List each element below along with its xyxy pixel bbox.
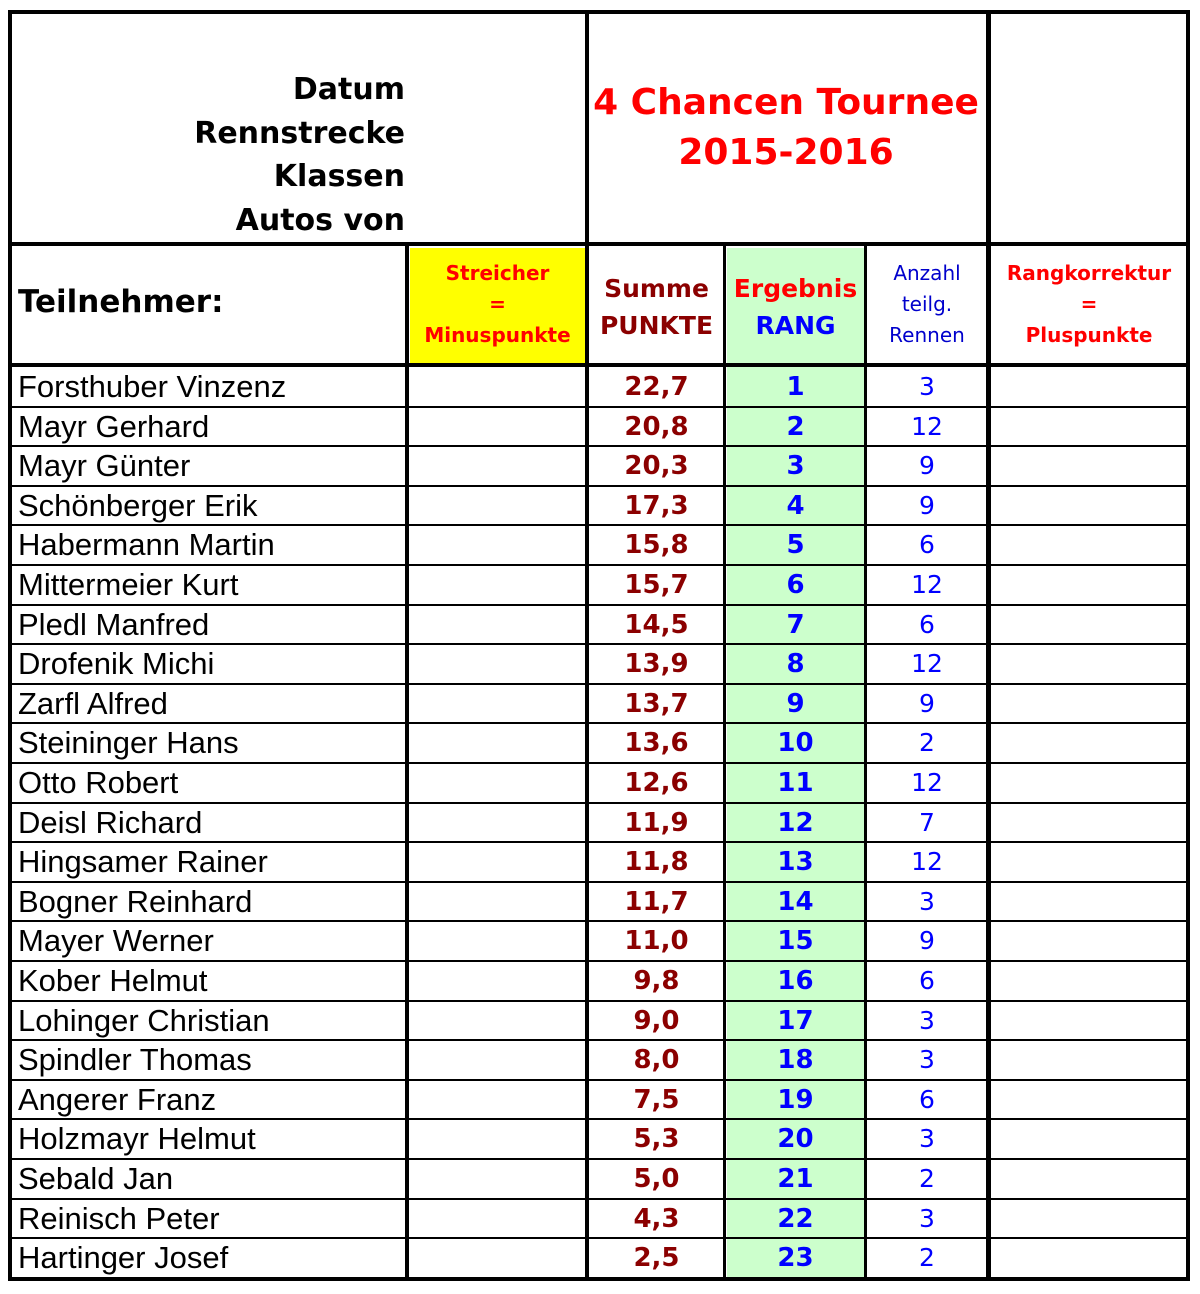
row-divider — [12, 604, 1186, 606]
table-row — [12, 803, 1186, 843]
rang-value: 21 — [777, 1164, 814, 1194]
anzahl-rennen-value: 9 — [919, 490, 935, 520]
anzahl-rennen-value: 9 — [919, 451, 935, 481]
summe-punkte-value: 15,7 — [624, 570, 689, 600]
participant-name: Reinisch Peter — [18, 1200, 220, 1236]
summe-line-2: PUNKTE — [599, 311, 714, 340]
participant-name: Mayr Günter — [18, 448, 191, 484]
anzahl-rennen-value: 3 — [919, 1124, 935, 1154]
summe-line-1: Summe — [604, 274, 709, 303]
column-header-rangkorrektur — [992, 258, 1186, 351]
row-divider — [12, 445, 1186, 447]
column-header-summe — [590, 270, 723, 344]
participant-name: Mayr Gerhard — [18, 408, 210, 444]
anzahl-rennen-value: 3 — [919, 886, 935, 916]
rang-value: 17 — [777, 1005, 814, 1036]
summe-punkte-value: 11,7 — [624, 886, 689, 917]
divider-summe — [723, 246, 726, 1277]
table-row — [12, 605, 1186, 645]
participant-name: Bogner Reinhard — [18, 883, 253, 919]
table-row — [12, 1238, 1186, 1278]
participant-name: Pledl Manfred — [18, 606, 210, 642]
summe-punkte-value: 20,3 — [624, 451, 689, 482]
streicher-line-2: = — [489, 292, 506, 316]
results-sheet — [8, 10, 1190, 1281]
table-row — [12, 763, 1186, 803]
summe-punkte-value: 14,5 — [624, 609, 689, 640]
column-header-ergebnis — [727, 248, 864, 363]
table-row — [12, 1001, 1186, 1041]
summe-punkte-value: 7,5 — [633, 1084, 680, 1115]
participant-name: Spindler Thomas — [18, 1042, 252, 1078]
rang-value: 3 — [786, 451, 805, 482]
summe-punkte-value: 11,9 — [624, 807, 689, 838]
rang-value: 16 — [777, 966, 814, 996]
title-line-2: 2015-2016 — [678, 132, 894, 173]
participant-name: Sebald Jan — [18, 1161, 174, 1196]
anzahl-rennen-value: 9 — [919, 926, 935, 956]
anzahl-rennen-value: 12 — [911, 570, 943, 599]
summe-punkte-value: 9,8 — [633, 966, 680, 996]
participant-name: Drofenik Michi — [18, 646, 215, 682]
streicher-line-1: Streicher — [445, 261, 550, 285]
rang-value: 10 — [777, 728, 814, 759]
rang-value: 18 — [777, 1045, 814, 1076]
rang-value: 6 — [786, 570, 805, 600]
rang-value: 8 — [786, 649, 805, 680]
row-divider — [12, 722, 1186, 724]
label-rennstrecke: Rennstrecke — [194, 116, 405, 151]
row-divider — [12, 1158, 1186, 1160]
column-header-teilnehmer: Teilnehmer: — [18, 284, 224, 320]
label-klassen: Klassen — [273, 159, 405, 194]
column-header-divider — [12, 363, 1186, 367]
anzahl-rennen-value: 2 — [919, 1164, 935, 1193]
table-row — [12, 1199, 1186, 1239]
ergebnis-line-2: RANG — [755, 311, 836, 340]
summe-punkte-value: 17,3 — [624, 490, 689, 521]
divider-streicher — [585, 14, 589, 1277]
column-header-streicher — [410, 248, 585, 363]
label-autos-von: Autos von — [235, 203, 405, 238]
anzahl-rennen-value: 6 — [919, 966, 935, 995]
participant-name: Habermann Martin — [18, 527, 275, 563]
anzahl-rennen-value: 2 — [919, 1243, 935, 1273]
rang-value: 5 — [786, 530, 805, 561]
participant-name: Otto Robert — [18, 765, 179, 800]
rang-value: 13 — [777, 847, 814, 878]
participant-name: Schönberger Erik — [18, 487, 258, 523]
label-datum: Datum — [292, 72, 405, 107]
streicher-line-3: Minuspunkte — [424, 323, 571, 347]
anzahl-rennen-value: 3 — [919, 372, 935, 401]
column-header-anzahl — [868, 258, 986, 351]
participant-name: Lohinger Christian — [18, 1002, 270, 1038]
divider-ergebnis — [864, 246, 867, 1277]
participant-name: Kober Helmut — [18, 963, 208, 998]
summe-punkte-value: 8,0 — [633, 1045, 680, 1076]
rang-value: 4 — [786, 490, 805, 521]
table-row — [12, 644, 1186, 684]
row-divider — [12, 1237, 1186, 1239]
table-row — [12, 1040, 1186, 1080]
row-divider — [12, 1079, 1186, 1081]
participant-name: Zarfl Alfred — [18, 685, 168, 721]
rangkorrektur-line-2: = — [1080, 292, 1098, 316]
anzahl-rennen-value: 6 — [919, 609, 935, 639]
participant-name: Forsthuber Vinzenz — [18, 369, 287, 404]
rang-value: 11 — [777, 768, 814, 798]
table-row — [12, 1159, 1186, 1199]
rang-value: 9 — [786, 688, 805, 719]
row-divider — [12, 1000, 1186, 1002]
summe-punkte-value: 5,3 — [633, 1124, 680, 1155]
anzahl-rennen-value: 12 — [911, 411, 943, 441]
table-row — [12, 407, 1186, 447]
participant-name: Angerer Franz — [18, 1081, 217, 1117]
anzahl-rennen-value: 3 — [919, 1005, 935, 1035]
rang-value: 19 — [777, 1084, 814, 1115]
anzahl-rennen-value: 9 — [919, 688, 935, 718]
anzahl-line-3: Rennen — [889, 323, 965, 347]
event-info-block — [12, 14, 405, 244]
table-row — [12, 525, 1186, 565]
participant-name: Mittermeier Kurt — [18, 567, 239, 602]
divider-anzahl — [986, 14, 991, 1277]
participant-name: Mayer Werner — [18, 923, 214, 959]
row-divider — [12, 1118, 1186, 1120]
rang-value: 1 — [786, 372, 805, 402]
table-row — [12, 486, 1186, 526]
rang-value: 14 — [777, 886, 814, 917]
summe-punkte-value: 13,9 — [624, 649, 689, 680]
rang-value: 12 — [777, 807, 814, 838]
table-row — [12, 1119, 1186, 1159]
summe-punkte-value: 15,8 — [624, 530, 689, 561]
table-row — [12, 842, 1186, 882]
summe-punkte-value: 11,0 — [624, 926, 689, 957]
rang-value: 20 — [777, 1124, 814, 1155]
rang-value: 22 — [777, 1203, 814, 1234]
anzahl-rennen-value: 12 — [911, 649, 943, 679]
row-divider — [12, 802, 1186, 804]
summe-punkte-value: 4,3 — [633, 1203, 680, 1234]
rangkorrektur-line-1: Rangkorrektur — [1006, 261, 1172, 285]
summe-punkte-value: 5,0 — [633, 1164, 680, 1194]
summe-punkte-value: 13,6 — [624, 728, 689, 759]
row-divider — [12, 762, 1186, 764]
table-row — [12, 921, 1186, 961]
row-divider — [12, 841, 1186, 843]
anzahl-rennen-value: 6 — [919, 1084, 935, 1114]
rangkorrektur-line-3: Pluspunkte — [1025, 323, 1153, 347]
divider-name — [405, 246, 409, 1277]
summe-punkte-value: 2,5 — [633, 1243, 680, 1274]
anzahl-rennen-value: 6 — [919, 530, 935, 560]
row-divider — [12, 1039, 1186, 1041]
table-row — [12, 723, 1186, 763]
title-line-1: 4 Chancen Tournee — [593, 82, 979, 123]
row-divider — [12, 643, 1186, 645]
anzahl-line-2: teilg. — [901, 292, 953, 316]
row-divider — [12, 406, 1186, 408]
participant-name: Deisl Richard — [18, 804, 203, 840]
row-divider — [12, 683, 1186, 685]
summe-punkte-value: 20,8 — [624, 411, 689, 442]
summe-punkte-value: 22,7 — [624, 372, 689, 402]
participant-name: Hingsamer Rainer — [18, 844, 268, 880]
rang-value: 23 — [777, 1243, 814, 1274]
tournament-title — [586, 78, 986, 188]
summe-punkte-value: 11,8 — [624, 847, 689, 878]
anzahl-rennen-value: 3 — [919, 1045, 935, 1075]
anzahl-line-1: Anzahl — [893, 261, 961, 285]
table-row — [12, 882, 1186, 922]
row-divider — [12, 524, 1186, 526]
table-row — [12, 565, 1186, 605]
rang-value: 7 — [786, 609, 805, 640]
row-divider — [12, 564, 1186, 566]
row-divider — [12, 485, 1186, 487]
anzahl-rennen-value: 12 — [911, 768, 943, 797]
row-divider — [12, 1198, 1186, 1200]
table-row — [12, 367, 1186, 407]
table-row — [12, 684, 1186, 724]
ergebnis-line-1: Ergebnis — [733, 274, 858, 303]
row-divider — [12, 920, 1186, 922]
anzahl-rennen-value: 2 — [919, 728, 935, 758]
participant-name: Hartinger Josef — [18, 1240, 229, 1276]
table-row — [12, 446, 1186, 486]
header-divider — [12, 242, 1186, 246]
summe-punkte-value: 13,7 — [624, 688, 689, 719]
summe-punkte-value: 12,6 — [624, 768, 689, 798]
rang-value: 15 — [777, 926, 814, 957]
row-divider — [12, 881, 1186, 883]
participant-name: Holzmayr Helmut — [18, 1121, 256, 1157]
table-row — [12, 961, 1186, 1001]
table-row — [12, 1080, 1186, 1120]
participant-name: Steininger Hans — [18, 725, 239, 761]
summe-punkte-value: 9,0 — [633, 1005, 680, 1036]
row-divider — [12, 960, 1186, 962]
anzahl-rennen-value: 7 — [919, 807, 935, 837]
anzahl-rennen-value: 12 — [911, 847, 943, 877]
rang-value: 2 — [786, 411, 805, 442]
anzahl-rennen-value: 3 — [919, 1203, 935, 1233]
